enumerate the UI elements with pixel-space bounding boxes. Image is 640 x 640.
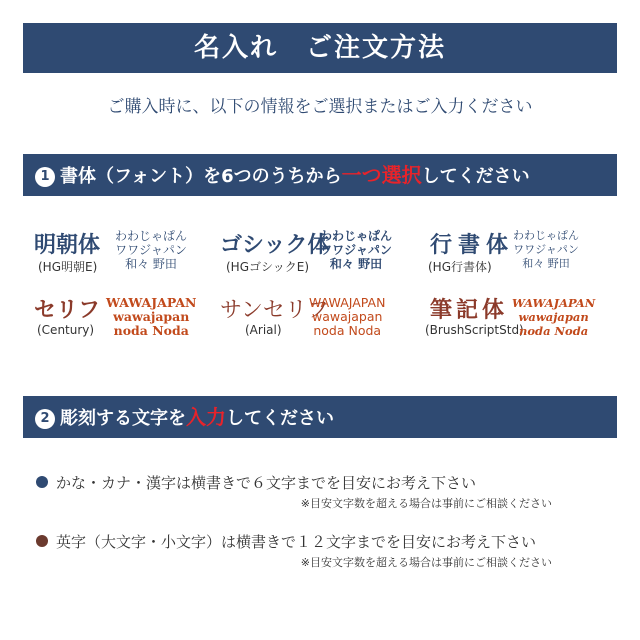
note-alphabet: ※目安文字数を超える場合は事前にご相談ください	[300, 556, 552, 569]
font-name-script: 筆記体	[430, 297, 509, 323]
sample-line: ワワジャパン	[320, 243, 392, 257]
sample-line: 和々 野田	[329, 257, 383, 271]
section1-text-post: してください	[421, 166, 530, 187]
bullet-dot-icon	[36, 535, 48, 547]
section1-red-1: 一つ	[341, 163, 382, 187]
bullet-text: かな・カナ・漢字は横書きで６文字までを目安にお考え下さい	[56, 474, 477, 492]
font-name-gyosho: 行書体	[430, 232, 515, 258]
sample-line: wawajapan	[312, 309, 383, 324]
section1-text-pre: 書体（フォント）を6つのうちから	[60, 166, 342, 187]
sample-line: わわじゃぱん	[320, 229, 393, 243]
sample-line: WAWAJAPAN	[512, 296, 596, 310]
section1-number-badge: 1	[35, 167, 55, 187]
sample-line: noda Noda	[113, 323, 189, 338]
subtitle: ご購入時に、以下の情報をご選択またはご入力ください	[107, 97, 533, 117]
font-sample-script	[512, 296, 595, 338]
font-sub-mincho: (HG明朝E)	[38, 260, 98, 274]
sample-line: wawajapan	[518, 310, 589, 324]
font-name-gothic: ゴシック体	[220, 233, 330, 258]
bullet-kana	[36, 472, 476, 493]
font-sub-script: (BrushScriptStd)	[425, 323, 524, 337]
sample-line: 和々 野田	[522, 257, 570, 270]
font-sub-gyosho: (HG行書体)	[428, 260, 492, 274]
sample-line: わわじゃぱん	[513, 229, 579, 242]
sample-line: wawajapan	[113, 309, 190, 324]
sample-line: ワワジャパン	[513, 243, 579, 256]
note-kana: ※目安文字数を超える場合は事前にご相談ください	[300, 497, 552, 510]
font-sub-sans-serif: (Arial)	[245, 323, 282, 337]
font-name-mincho: 明朝体	[34, 232, 101, 258]
font-name-serif: セリフ	[34, 297, 101, 323]
sample-line: 和々 野田	[125, 257, 177, 271]
font-sub-serif: (Century)	[37, 323, 95, 337]
bullet-dot-icon	[36, 476, 48, 488]
sample-line: WAWAJAPAN	[309, 295, 386, 310]
title-left: 名入れ	[193, 33, 278, 63]
font-name-sans-serif: サンセリフ	[220, 298, 329, 323]
font-sample-serif	[106, 296, 196, 338]
section1-red-2: 選択	[381, 163, 422, 187]
title-banner	[23, 23, 617, 73]
sample-line: noda Noda	[519, 324, 589, 338]
section2-text-pre: 彫刻する文字を	[60, 408, 186, 429]
font-sample-gyosho	[513, 229, 579, 271]
section2-number-badge: 2	[35, 409, 55, 429]
sample-line: noda Noda	[313, 323, 382, 338]
font-sample-gothic	[320, 229, 392, 271]
section1-header	[23, 154, 617, 196]
font-sample-mincho	[115, 229, 187, 271]
sample-line: ワワジャパン	[115, 243, 187, 257]
section2-header	[23, 396, 617, 438]
font-sample-sans-serif	[309, 296, 385, 338]
bullet-alphabet	[36, 531, 536, 552]
font-sub-gothic: (HGゴシックE)	[226, 260, 310, 274]
sample-line: わわじゃぱん	[115, 229, 188, 243]
bullet-text: 英字（大文字・小文字）は横書きで１２文字までを目安にお考え下さい	[56, 533, 537, 551]
sample-line: WAWAJAPAN	[106, 295, 197, 310]
section2-red: 入力	[186, 405, 226, 429]
title-right: ご注文方法	[306, 33, 447, 63]
section2-text-post: してください	[226, 408, 334, 429]
